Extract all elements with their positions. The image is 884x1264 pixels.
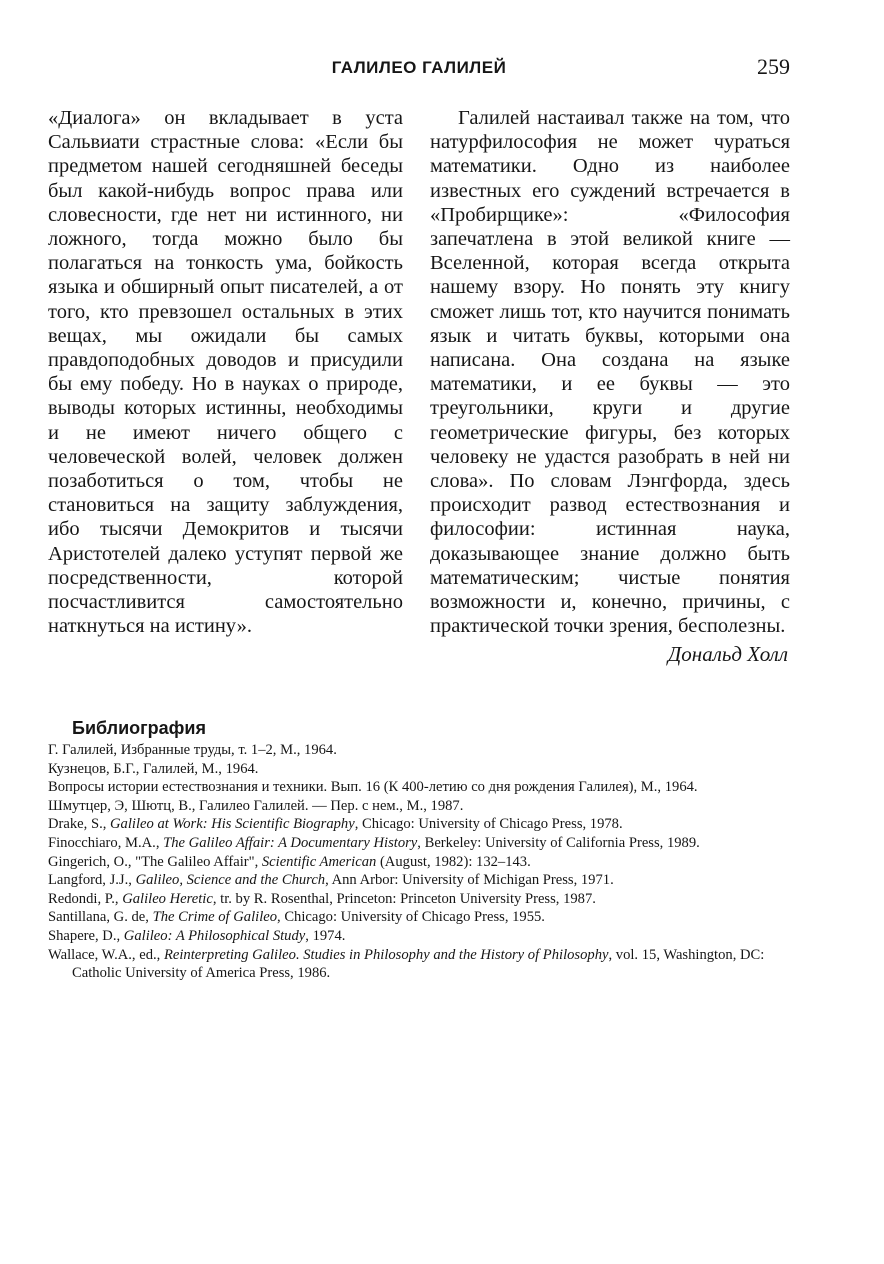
entry-title: Galileo, Science and the Church [135,872,326,889]
bibliography-entry [48,890,790,909]
entry-text: , Chicago: University of Chicago Press, 1978. [354,816,623,833]
bibliography-entry [48,815,790,834]
entry-text: Langford, J.J., [48,872,136,889]
entry-text: Wallace, W.A., ed., [48,946,164,963]
bibliography-entry [48,760,790,779]
bibliography-entry [48,834,790,853]
entry-text: Г. Галилей, Избранные труды, т. 1–2, М., 1964. [48,742,337,758]
entry-title: The Galileo Affair: A Documentary History [163,834,418,851]
entry-text: (August, 1982): 132–143. [376,853,531,870]
bibliography-entry [48,778,790,797]
bibliography-entry [48,871,790,890]
entry-text: , 1974. [305,927,346,944]
entry-text: , vol. 15, Washington, DC: Catholic University of America Press, 1986. [72,946,765,982]
entry-text: Redondi, P., [48,890,123,907]
bibliography-entry [48,741,790,760]
author-signature: Дональд Холл [667,642,788,666]
paragraph: «Диалога» он вкладывает в уста Сальвиати страстные слова: «Если бы предметом нашей сегодняшней беседы был какой-нибудь вопрос права или словесности, где нет ни истинного, ни ложного, тогда можно было бы полагаться на тонкость ума, бойкость языка и обширный опыт писателей, а от того, кто превзошел остальных в этих вещах, мы ожидали бы самых правдоподобных доводов и присудили бы ему победу. Но в науках о природе, выводы которых истинны, необходимы и не имеют ничего общего с человеческой волей, человек должен позаботиться о том, чтобы не становиться на защиту заблуждения, ибо тысячи Демокритов и тысячи Аристотелей далеко уступят первой же посредственности, которой посчастливится самостоятельно наткнуться на истину». [48,107,403,638]
entry-text: , Berkeley: University of California Press, 1989. [417,834,700,851]
entry-text: Santillana, G. de, [48,909,153,926]
right-column [430,106,790,638]
entry-text: Gingerich, O., "The Galileo Affair", [48,853,262,870]
entry-text: Шмутцер, Э, Шютц, В., Галилео Галилей. — Пер. с нем., М., 1987. [48,797,464,814]
bibliography [48,718,790,983]
entry-text: Shapere, D., [48,927,124,944]
bibliography-entry [48,853,790,872]
entry-title: Reinterpreting Galileo. Studies in Philosophy and the History of Philosophy [163,946,609,963]
entry-text: , Chicago: University of Chicago Press, 1955. [277,909,545,926]
entry-text: Finocchiaro, M.A., [48,834,164,851]
running-title: ГАЛИЛЕО ГАЛИЛЕЙ [331,58,507,77]
bibliography-entry [48,908,790,927]
bibliography-entry [48,797,790,816]
entry-title: Galileo Heretic [122,890,213,907]
paragraph: Галилей настаивал также на том, что натурфилософия не может чураться математики. Одно из наиболее известных его суждений встречается в «Пробирщике»: «Философия запечатлена в этой великой книге — Вселенной, которая всегда открыта нашему взору. Но понять эту книгу сможет лишь тот, кто научится понимать язык и читать буквы, которыми она написана. Она создана на языке математики, и ее буквы — это треугольники, круги и другие геометрические фигуры, без которых человеку не удастся разобрать в ней ни слова». По словам Лэнгфорда, здесь происходит развод естествознания и философии: истинная наука, доказывающее знание должно быть математическим; чистые понятия возможности и, конечно, причины, с практической точки зрения, бесполезны. [430,107,790,638]
bibliography-heading: Библиография [72,718,206,738]
entry-title: Galileo at Work: His Scientific Biography [110,816,355,833]
bibliography-list [48,741,790,983]
left-column [48,106,403,638]
entry-text: , tr. by R. Rosenthal, Princeton: Princeton University Press, 1987. [212,890,596,907]
entry-text: Вопросы истории естествознания и техники. Вып. 16 (К 400-летию со дня рождения Галилея), М., 1964. [48,779,698,796]
entry-title: Scientific American [261,853,377,870]
entry-text: Кузнецов, Б.Г., Галилей, М., 1964. [48,760,259,777]
bibliography-entry [48,946,790,983]
entry-title: Galileo: A Philosophical Study [123,927,306,944]
entry-title: The Crime of Galileo [152,909,278,926]
bibliography-entry [48,927,790,946]
page-number: 259 [757,54,790,79]
page-header [48,54,790,88]
entry-text: Drake, S., [48,816,111,833]
entry-text: , Ann Arbor: University of Michigan Press, 1971. [325,872,614,889]
